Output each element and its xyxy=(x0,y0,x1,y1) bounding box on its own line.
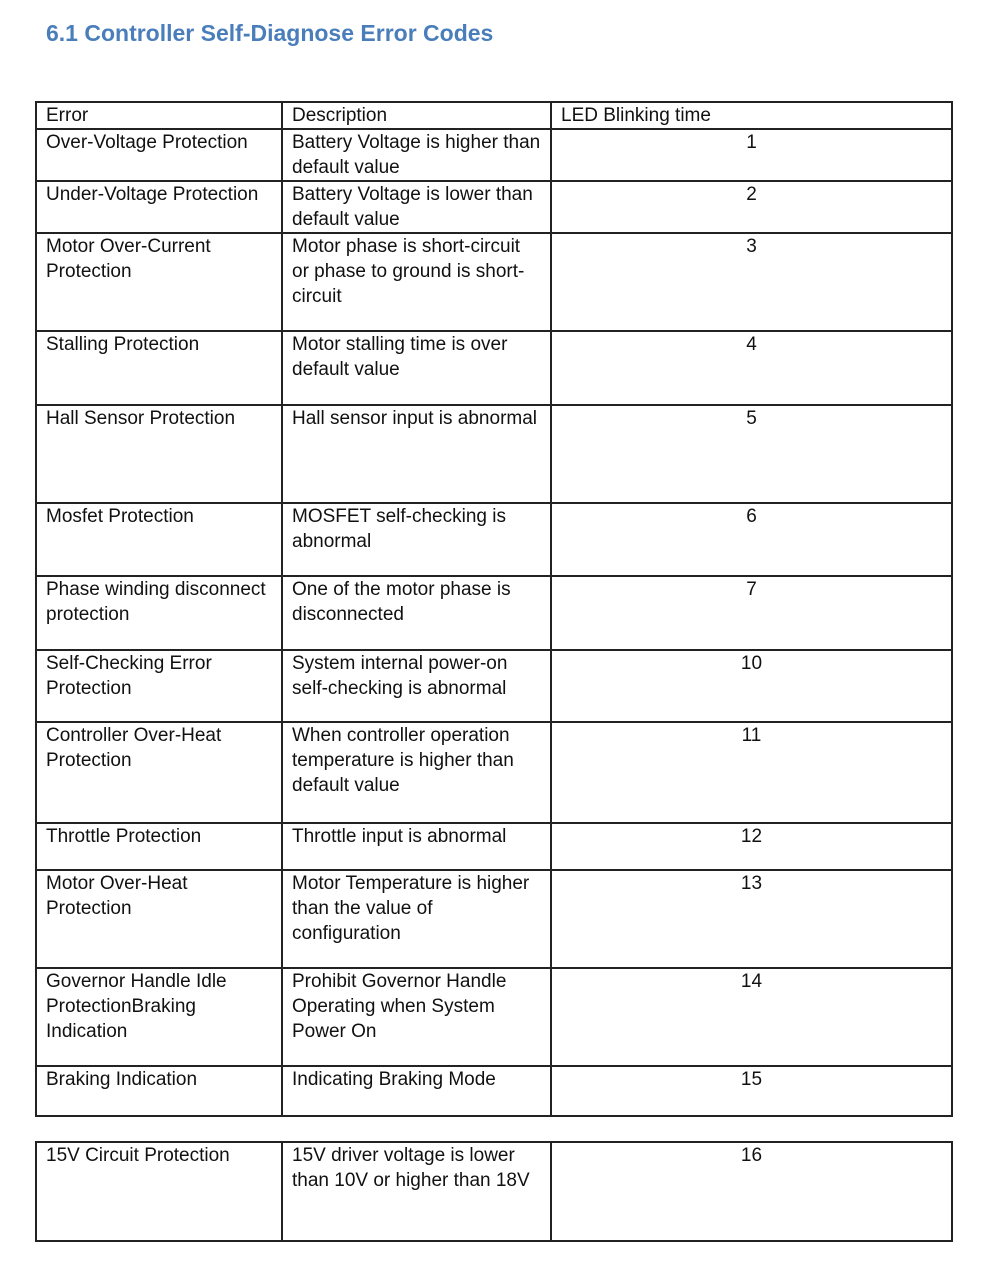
led-blink-count-cell: 16 xyxy=(551,1142,952,1241)
description-cell: System internal power-on self-checking is abnormal xyxy=(282,650,551,722)
description-cell: Battery Voltage is lower than default value xyxy=(282,181,551,233)
error-cell: Mosfet Protection xyxy=(36,503,282,576)
description-cell: Hall sensor input is abnormal xyxy=(282,405,551,503)
error-cell: Phase winding disconnect protection xyxy=(36,576,282,650)
table-row xyxy=(36,233,952,331)
description-cell: MOSFET self-checking is abnormal xyxy=(282,503,551,576)
table-row xyxy=(36,405,952,503)
description-cell: Motor stalling time is over default value xyxy=(282,331,551,405)
led-blink-count-cell: 4 xyxy=(551,331,952,405)
description-cell: Motor Temperature is higher than the value of configuration xyxy=(282,870,551,968)
description-cell: Throttle input is abnormal xyxy=(282,823,551,870)
error-cell: Governor Handle Idle ProtectionBraking Indication xyxy=(36,968,282,1066)
led-blink-count-cell: 3 xyxy=(551,233,952,331)
error-cell: Over-Voltage Protection xyxy=(36,129,282,181)
error-cell: Motor Over-Heat Protection xyxy=(36,870,282,968)
description-cell: Battery Voltage is higher than default value xyxy=(282,129,551,181)
led-blink-count-cell: 6 xyxy=(551,503,952,576)
table-row xyxy=(36,181,952,233)
led-blink-count-cell: 1 xyxy=(551,129,952,181)
section-title: 6.1 Controller Self-Diagnose Error Codes xyxy=(46,20,494,46)
error-cell: Controller Over-Heat Protection xyxy=(36,722,282,823)
table-row xyxy=(36,503,952,576)
table-row xyxy=(36,722,952,823)
led-blink-count-cell: 12 xyxy=(551,823,952,870)
error-cell: 15V Circuit Protection xyxy=(36,1142,282,1241)
table-row xyxy=(36,331,952,405)
led-blink-count-cell: 7 xyxy=(551,576,952,650)
error-cell: Motor Over-Current Protection xyxy=(36,233,282,331)
table-row xyxy=(36,968,952,1066)
description-cell: Indicating Braking Mode xyxy=(282,1066,551,1116)
led-blink-count-cell: 13 xyxy=(551,870,952,968)
description-cell: One of the motor phase is disconnected xyxy=(282,576,551,650)
description-cell: Motor phase is short-circuit or phase to ground is short-circuit xyxy=(282,233,551,331)
led-blink-count-cell: 5 xyxy=(551,405,952,503)
table-row xyxy=(36,870,952,968)
led-blink-count-cell: 2 xyxy=(551,181,952,233)
table-row xyxy=(36,823,952,870)
description-cell: Prohibit Governor Handle Operating when System Power On xyxy=(282,968,551,1066)
header-led-blinking-time: LED Blinking time xyxy=(551,102,952,129)
table-row xyxy=(36,576,952,650)
led-blink-count-cell: 10 xyxy=(551,650,952,722)
header-error: Error xyxy=(36,102,282,129)
table-header-row xyxy=(36,102,952,129)
table-row xyxy=(36,1066,952,1116)
led-blink-count-cell: 14 xyxy=(551,968,952,1066)
error-cell: Hall Sensor Protection xyxy=(36,405,282,503)
table-row xyxy=(36,650,952,722)
error-cell: Braking Indication xyxy=(36,1066,282,1116)
table-row xyxy=(36,129,952,181)
error-cell: Stalling Protection xyxy=(36,331,282,405)
led-blink-count-cell: 11 xyxy=(551,722,952,823)
description-cell: When controller operation temperature is higher than default value xyxy=(282,722,551,823)
led-blink-count-cell: 15 xyxy=(551,1066,952,1116)
error-codes-table-continued xyxy=(35,1141,953,1242)
header-description: Description xyxy=(282,102,551,129)
table-row xyxy=(36,1142,952,1241)
error-codes-table xyxy=(35,101,953,1117)
error-cell: Self-Checking Error Protection xyxy=(36,650,282,722)
error-cell: Throttle Protection xyxy=(36,823,282,870)
error-cell: Under-Voltage Protection xyxy=(36,181,282,233)
description-cell: 15V driver voltage is lower than 10V or higher than 18V xyxy=(282,1142,551,1241)
